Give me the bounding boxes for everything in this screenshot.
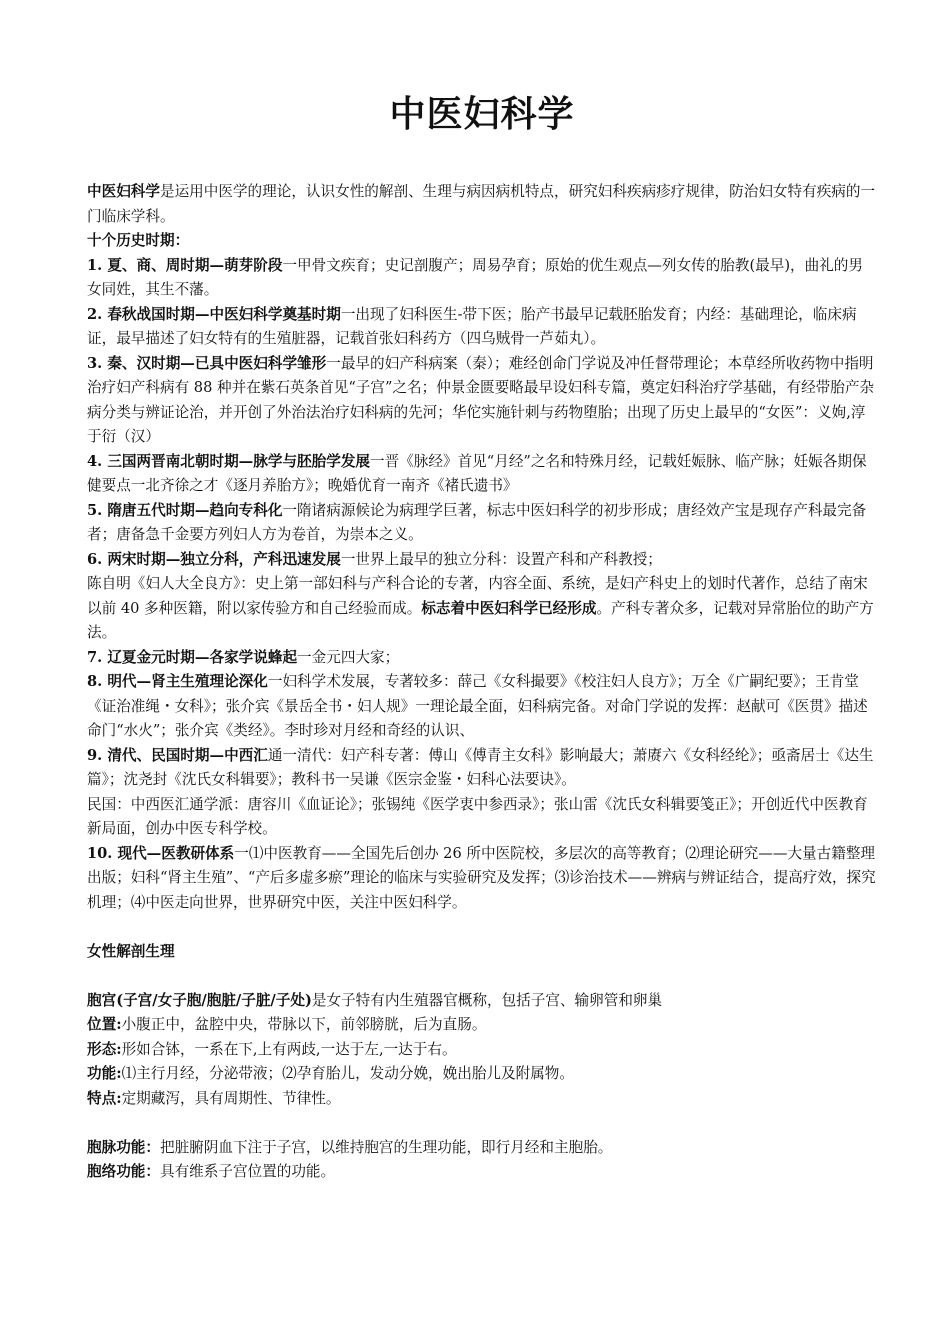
period-text: 一妇科学术发展，专著较多：薛己《女科撮要》《校注妇人良方》；万全《广嗣纪要》；王肯堂《证治准绳・女科》；张介宾《景岳全书・妇人规》一理论最全面，妇科病完备。对命门学说的发挥：赵献可《医贯》描述命门“水火”；张介宾《类经》。李时珍对月经和奇经的认识、 [87, 673, 868, 739]
uterus-text: 是女子特有内生殖器官概称，包括子宫、输卵管和卵巢 [311, 991, 663, 1009]
period-label: 1. 夏、商、周时期—萌芽阶段 [87, 256, 283, 274]
period-item [87, 646, 877, 671]
period-text: 一隋诸病源候论为病理学巨著，标志中医妇科学的初步形成；唐经效产宝是现存产科最完备者；唐备急千金要方列妇人方为卷首，为崇本之义。 [87, 501, 867, 543]
period-text: 一出现了妇科医生-带下医；胎产书最早记载胚胎发育；内经：基础理论，临床病证，最早描述了妇女特有的生殖脏器，记载首张妇科药方（四乌贼骨一芦茹丸）。 [87, 305, 857, 347]
period-label: 3. 秦、汉时期—已具中医妇科学雏形 [87, 354, 327, 372]
vessel-label: 胞脉功能： [87, 1138, 160, 1156]
period-label: 9. 清代、民国时期—中西汇 [87, 746, 268, 764]
property-item [87, 1062, 877, 1087]
period-item [87, 670, 877, 744]
property-label: 形态: [87, 1040, 122, 1058]
period-label: 4. 三国两晋南北朝时期—脉学与胚胎学发展 [87, 452, 371, 470]
period-item [87, 842, 877, 916]
property-text: ⑴主行月经，分泌带液；⑵孕育胎儿，发动分娩，娩出胎儿及附属物。 [121, 1065, 574, 1082]
period-label: 7. 辽夏金元时期—各家学说蜂起 [87, 648, 298, 666]
period-item [87, 548, 877, 573]
property-text: 小腹正中，盆腔中央，带脉以下，前邻膀胱，后为直肠。 [121, 1016, 487, 1033]
period-text: 通一清代：妇产科专著：傅山《傅青主女科》影响最大；萧赓六《女科经纶》；亟斋居士《达生篇》；沈尧封《沈氏女科辑要》；教科书一吴谦《医宗金鉴・妇科心法要诀》。 [87, 746, 874, 788]
song-detail-text: 陈自明《妇人大全良方》：史上第一部妇科与产科合论的专著，内容全面、系统，是妇产科史上的划时代著作，总结了南宋以前 40 多种医籍，附以家传验方和自己经验而成。 [87, 575, 868, 617]
song-detail-text-end: 。产科专著众多，记载对异常胎位的助产方法。 [87, 599, 874, 641]
period-label: 8. 明代—肾主生殖理论深化 [87, 673, 268, 690]
period-text: 一金元四大家； [297, 648, 400, 666]
property-label: 特点: [87, 1089, 122, 1107]
period-item [87, 352, 877, 450]
vessel-item [87, 1160, 877, 1185]
song-detail-highlight: 标志着中医妇科学已经形成 [421, 599, 597, 617]
period-text: 一世界上最早的独立分科：设置产科和产科教授； [340, 550, 662, 568]
property-item [87, 1038, 877, 1063]
history-heading: 十个历史时期： [87, 232, 190, 249]
property-label: 功能: [87, 1065, 122, 1082]
document-page [87, 88, 877, 1185]
section-heading: 女性解剖生理 [87, 942, 175, 960]
uterus-definition [87, 989, 877, 1014]
intro-term: 中医妇科学 [87, 183, 160, 200]
spacer [87, 1111, 877, 1136]
vessel-item [87, 1136, 877, 1161]
spacer [87, 964, 877, 989]
uterus-label: 胞宫(子宫/女子胞/胞脏/子脏/子处) [87, 991, 312, 1009]
period-item [87, 744, 877, 793]
minguo-paragraph: 民国：中西医汇通学派：唐容川《血证论》；张锡纯《医学衷中参西录》；张山雷《沈氏女科辑要笺正》；开创近代中医教育新局面，创办中医专科学校。 [87, 795, 868, 837]
property-text: 形如合钵，一系在下,上有两歧,一达于左,一达于右。 [121, 1040, 457, 1058]
period-item [87, 499, 877, 548]
period-text: 一最早的妇产科病案（秦）；难经创命门学说及冲任督带理论；本草经所收药物中指明治疗妇产科病有 88 种并在紫石英条首见“子宫”之名；仲景金匮要略最早设妇科专篇，奠定妇科治疗学基础，有经带胎产杂病分类与辨证论治，并开创了外治法治疗妇科病的先河；华佗实施针刺与药物堕胎；出现了历史上最早的“女医”：义姁,淳于衍（汉） [87, 354, 875, 445]
intro-paragraph [87, 180, 877, 229]
intro-text: 是运用中医学的理论，认识女性的解剖、生理与病因病机特点，研究妇科疾病疹疗规律，防治妇女特有疾病的一门临床学科。 [87, 183, 876, 225]
period-item [87, 303, 877, 352]
period-text: 一晋《脉经》首见“月经”之名和特殊月经，记载妊娠脉、临产脉；妊娠各期保健要点一北齐徐之才《逐月养胎方》；晚婚优育一南齐《褚氏遗书》 [87, 452, 867, 494]
period-label: 6. 两宋时期—独立分科，产科迅速发展 [87, 550, 341, 568]
property-item [87, 1087, 877, 1112]
period-label: 5. 隋唐五代时期—趋向专科化 [87, 501, 283, 519]
period-label: 10. 现代—医教研体系 [87, 844, 235, 862]
property-item [87, 1013, 877, 1038]
property-text: 定期藏泻，具有周期性、节律性。 [121, 1089, 341, 1107]
property-label: 位置: [87, 1016, 122, 1033]
document-title: 中医妇科学 [389, 94, 575, 135]
period-text: 一⑴中医教育——全国先后创办 26 所中医院校，多层次的高等教育；⑵理论研究——大量古籍整理出版；妇科“肾主生殖”、“产后多虚多瘀”理论的临床与实验研究及发挥；⑶诊治技术——辨病与辨证结合，提高疗效，探究机理；⑷中医走向世界，世界研究中医，关注中医妇科学。 [87, 844, 876, 911]
song-detail-paragraph [87, 572, 877, 646]
period-text: 一甲骨文疾育；史记剖腹产；周易孕育；原始的优生观点—列女传的胎教(最早)，曲礼的男女同姓，其生不藩。 [87, 256, 863, 298]
spacer [87, 915, 877, 940]
period-item [87, 450, 877, 499]
vessel-label: 胞络功能： [87, 1163, 160, 1180]
period-item [87, 254, 877, 303]
vessel-text: 具有维系子宫位置的功能。 [159, 1163, 336, 1180]
vessel-text: 把脏腑阴血下注于子宫，以维持胞宫的生理功能，即行月经和主胞胎。 [159, 1138, 613, 1156]
period-label: 2. 春秋战国时期—中医妇科学奠基时期 [87, 305, 341, 323]
